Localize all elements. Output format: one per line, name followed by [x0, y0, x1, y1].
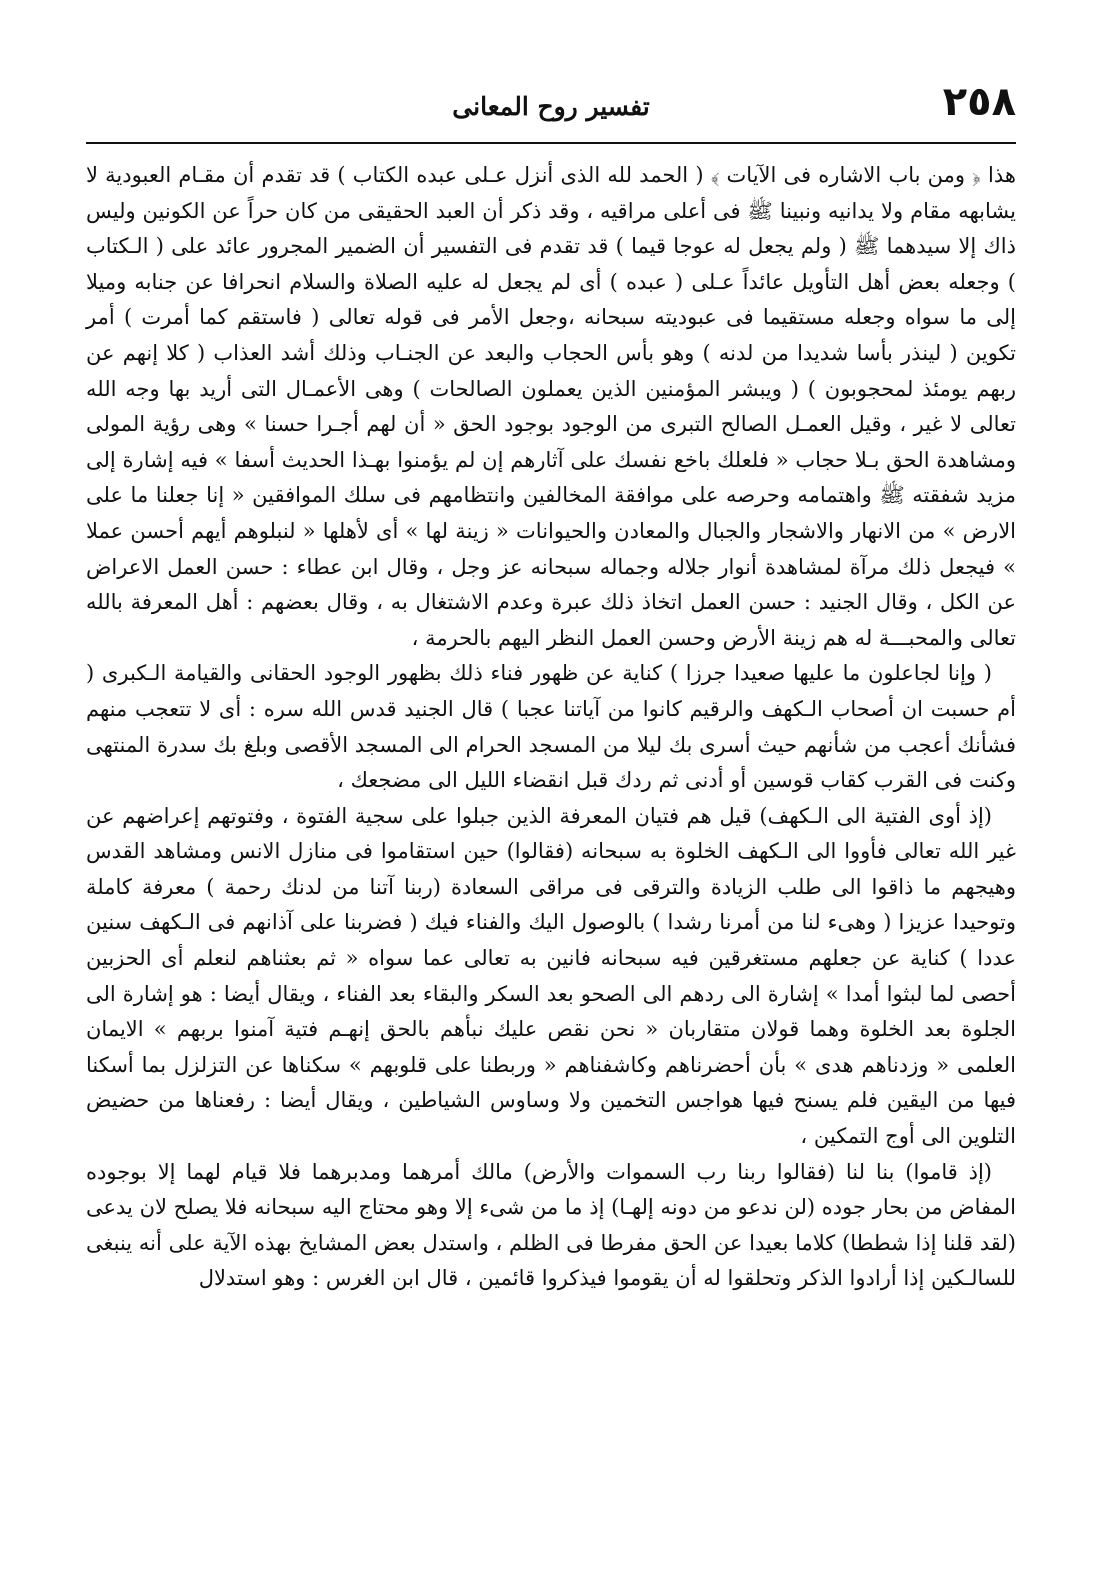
paragraph-2: ( وإنا لجاعلون ما عليها صعيدا جرزا ) كناية عن ظهور فناء ذلك بظهور الوجود الحقانى والقيامة الـكبرى ( أم حسبت ان أصحاب الـكهف والرقيم كانوا من آياتنا عجبا ) قال الجنيد قدس الله سره : أى لا تتعجب منهم فشأنك أعجب من شأنهم حيث أسرى بك ليلا من المسجد الحرام الى المسجد الأقصى وبلغ بك سدرة المنتهى وكنت فى القرب كقاب قوسين أو أدنى ثم ردك قبل انقضاء الليل الى مضجعك ، — [86, 661, 1016, 793]
paragraph-4: (إذ قاموا) بنا لنا (فقالوا ربنا رب السموات والأرض) مالك أمرهما ومدبرهما فلا قيام لهما إلا بوجوده المفاض من بحار جوده (لن ندعو من دونه إلهـا) إذ ما من شىء إلا وهو محتاج اليه سبحانه فلا يصلح لان يدعى (لقد قلنا إذا شططا) كلاما بعيدا عن الحق مفرطا فى الظلم ، واستدل بعض المشايخ بهذه الآية على أنه ينبغى للسالـكين إذا أرادوا الذكر وتحلقوا له أن يقوموا فيذكروا قائمين ، قال ابن الغرس : وهو استدلال — [86, 1159, 1016, 1291]
body-text — [86, 158, 1016, 1297]
paragraph-1: هذا ﴿ ومن باب الاشاره فى الآيات ﴾ ( الحمد لله الذى أنزل عـلى عبده الكتاب ) قد تقدم أن مقـام العبودية لا يشابهه مقام ولا يدانيه ونبينا ﷺ فى أعلى مراقيه ، وقد ذكر أن العبد الحقيقى من كان حراً عن الكونين وليس ذاك إلا سيدهما ﷺ ( ولم يجعل له عوجا قيما ) قد تقدم فى التفسير أن الضمير المجرور عائد على ( الـكتاب ) وجعله بعض أهل التأويل عائداً عـلى ( عبده ) أى لم يجعل له عليه الصلاة والسلام انحرافا عن جنابه وميلا إلى ما سواه وجعله مستقيما فى عبوديته سبحانه ،وجعل الأمر فى قوله تعالى ( فاستقم كما أمرت ) أمر تكوين ( لينذر بأسا شديدا من لدنه ) وهو بأس الحجاب والبعد عن الجنـاب وذلك أشد العذاب ( كلا إنهم عن ربهم يومئذ لمحجوبون ) ( ويبشر المؤمنين الذين يعملون الصالحات ) وهى الأعمـال التى أريد بها وجه الله تعالى لا غير ، وقيل العمـل الصالح التبرى من الوجود بوجود الحق « أن لهم أجـرا حسنا » وهى رؤية المولى ومشاهدة الحق بـلا حجاب « فلعلك باخع نفسك على آثارهم إن لم يؤمنوا بهـذا الحديث أسفا » فيه إشارة إلى مزيد شفقته ﷺ واهتمامه وحرصه على موافقة المخالفين وانتظامهم فى سلك الموافقين « إنا جعلنا ما على الارض » من الانهار والاشجار والجبال والمعادن والحيوانات « زينة لها » أى لأهلها « لنبلوهم أيهم أحسن عملا » فيجعل ذلك مرآة لمشاهدة أنوار جلاله وجماله سبحانه عز وجل ، وقال ابن عطاء : حسن العمل الاعراض عن الكل ، وقال الجنيد : حسن العمل اتخاذ ذلك عبرة وعدم الاشتغال به ، وقال بعضهم : أهل المعرفة بالله تعالى والمحبـــة له هم زينة الأرض وحسن العمل النظر اليهم بالحرمة ، — [86, 163, 1016, 650]
page-number: ٢٥٨ — [942, 79, 1016, 125]
running-head — [86, 79, 1016, 144]
paragraph-3: (إذ أوى الفتية الى الـكهف) قيل هم فتيان المعرفة الذين جبلوا على سجية الفتوة ، وفتوتهم إعراضهم عن غير الله تعالى فأووا الى الـكهف الخلوة به سبحانه (فقالوا) حين استقاموا فى منازل الانس ومشاهد القدس وهيجهم ما ذاقوا الى طلب الزيادة والترقى فى مراقى السعادة (ربنا آتنا من لدنك رحمة ) معرفة كاملة وتوحيدا عزيزا ( وهىء لنا من أمرنا رشدا ) بالوصول اليك والفناء فيك ( فضربنا على آذانهم فى الـكهف سنين عددا ) كناية عن جعلهم مستغرقين فيه سبحانه فانين به تعالى عما سواه « ثم بعثناهم لنعلم أى الحزبين أحصى لما لبثوا أمدا » إشارة الى ردهم الى الصحو بعد السكر والبقاء بعد الفناء ، ويقال أيضا : هو إشارة الى الجلوة بعد الخلوة وهما قولان متقاربان « نحن نقص عليك نبأهم بالحق إنهـم فتية آمنوا بربهم » الايمان العلمى « وزدناهم هدى » بأن أحضرناهم وكاشفناهم « وربطنا على قلوبهم » سكناها عن التزلزل بما أسكنا فيها من اليقين فلم يسنح فيها هواجس التخمين ولا وساوس الشياطين ، ويقال أيضا : رفعناها من حضيض التلوين الى أوج التمكين ، — [86, 803, 1016, 1149]
book-title: تفسير روح المعانى — [452, 92, 650, 121]
